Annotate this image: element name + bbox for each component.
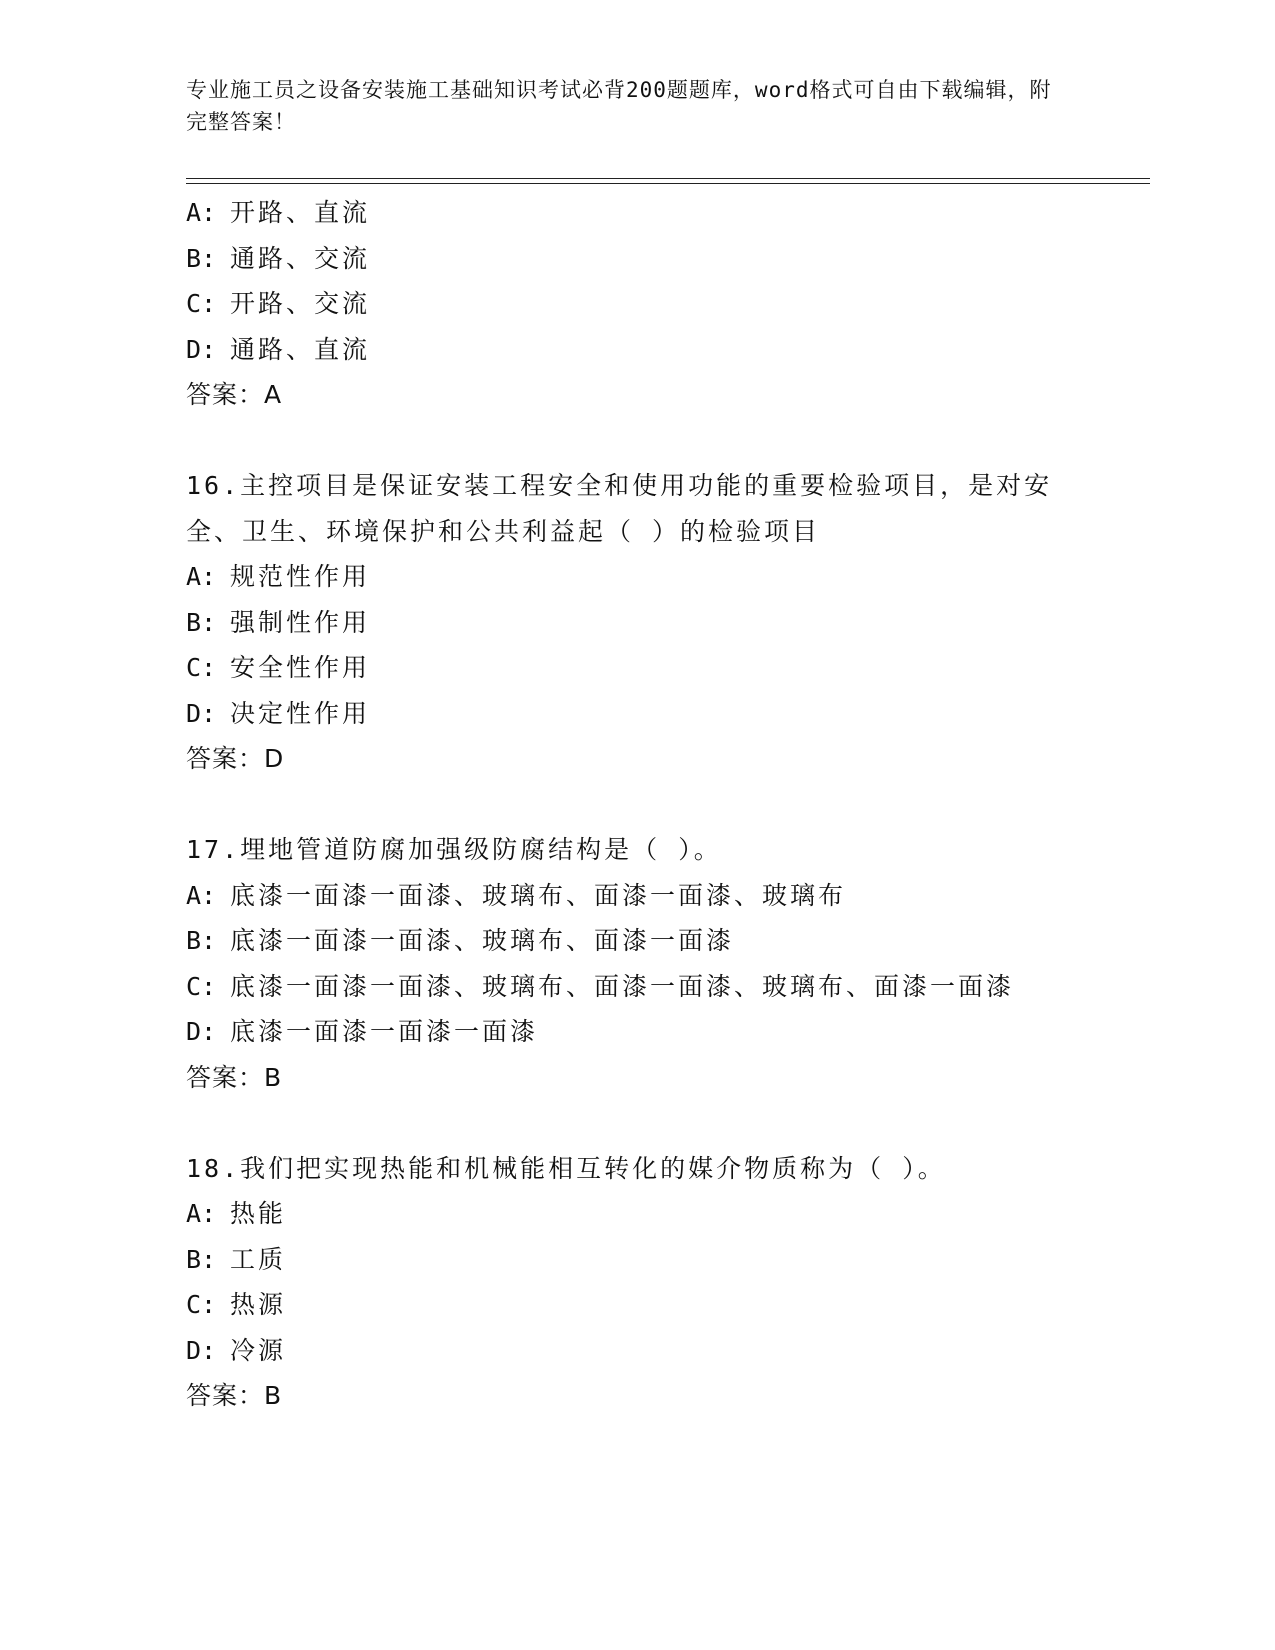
answer-text: 答案：B — [186, 1381, 283, 1410]
option-prefix: C: — [186, 289, 217, 318]
option-c — [186, 1282, 1086, 1328]
option-prefix: C: — [186, 653, 217, 682]
option-b — [186, 600, 1086, 646]
question-stem: 17.埋地管道防腐加强级防腐结构是（ ）。 — [186, 835, 722, 864]
option-d — [186, 1009, 1086, 1055]
option-text: 安全性作用 — [230, 653, 371, 682]
option-text: 热源 — [230, 1290, 287, 1319]
answer-text: 答案：A — [186, 380, 283, 409]
option-prefix: A: — [186, 1199, 217, 1228]
option-a — [186, 1191, 1086, 1237]
option-a — [186, 873, 1086, 919]
option-prefix: A: — [186, 198, 217, 227]
option-prefix: A: — [186, 880, 217, 910]
option-prefix: B: — [186, 243, 217, 273]
option-a — [186, 190, 1086, 236]
question-15 — [186, 190, 1086, 418]
option-d — [186, 1328, 1086, 1374]
option-text: 开路、直流 — [230, 198, 371, 227]
question-gap — [186, 1100, 1086, 1146]
option-prefix: C: — [186, 971, 217, 1001]
question-stem-continued: 全、卫生、环境保护和公共利益起（ ）的检验项目 — [186, 516, 821, 546]
option-text: 冷源 — [230, 1335, 287, 1365]
option-b — [186, 918, 1086, 964]
question-stem: 16.主控项目是保证安装工程安全和使用功能的重要检验项目，是对安 — [186, 471, 1053, 500]
option-prefix: B: — [186, 1244, 217, 1274]
option-text: 底漆一面漆一面漆一面漆 — [230, 1017, 539, 1046]
option-text: 底漆一面漆一面漆、玻璃布、面漆一面漆、玻璃布 — [230, 880, 847, 910]
option-text: 底漆一面漆一面漆、玻璃布、面漆一面漆 — [230, 926, 735, 955]
option-text: 通路、直流 — [230, 334, 371, 364]
option-prefix: D: — [186, 1335, 217, 1365]
document-header: 专业施工员之设备安装施工基础知识考试必背200题题库，word格式可自由下载编辑，附完整答案！ — [186, 78, 1052, 134]
option-text: 规范性作用 — [230, 562, 371, 591]
answer-text: 答案：B — [186, 1062, 283, 1092]
answer-text: 答案：D — [186, 744, 285, 773]
option-text: 强制性作用 — [230, 607, 371, 637]
option-c — [186, 645, 1086, 691]
question-stem: 18.我们把实现热能和机械能相互转化的媒介物质称为（ ）。 — [186, 1153, 946, 1183]
option-text: 决定性作用 — [230, 698, 371, 728]
header-divider-top — [186, 178, 1150, 179]
option-text: 热能 — [230, 1199, 287, 1228]
option-prefix: A: — [186, 562, 217, 591]
option-b — [186, 1237, 1086, 1283]
question-gap — [186, 782, 1086, 828]
option-d — [186, 327, 1086, 373]
option-prefix: C: — [186, 1290, 217, 1319]
option-text: 底漆一面漆一面漆、玻璃布、面漆一面漆、玻璃布、面漆一面漆 — [230, 971, 1015, 1001]
option-b — [186, 236, 1086, 282]
option-d — [186, 691, 1086, 737]
option-c — [186, 281, 1086, 327]
option-prefix: B: — [186, 926, 217, 955]
option-text: 开路、交流 — [230, 289, 371, 318]
header-divider-bottom — [186, 183, 1150, 184]
option-c — [186, 964, 1086, 1010]
option-prefix: D: — [186, 1017, 217, 1046]
option-prefix: B: — [186, 607, 217, 637]
question-gap — [186, 418, 1086, 464]
question-17 — [186, 827, 1086, 1100]
question-18 — [186, 1146, 1086, 1419]
option-text: 通路、交流 — [230, 243, 371, 273]
option-prefix: D: — [186, 334, 217, 364]
question-list — [186, 190, 1086, 1419]
option-text: 工质 — [230, 1244, 287, 1274]
question-16 — [186, 463, 1086, 782]
option-prefix: D: — [186, 698, 217, 728]
option-a — [186, 554, 1086, 600]
